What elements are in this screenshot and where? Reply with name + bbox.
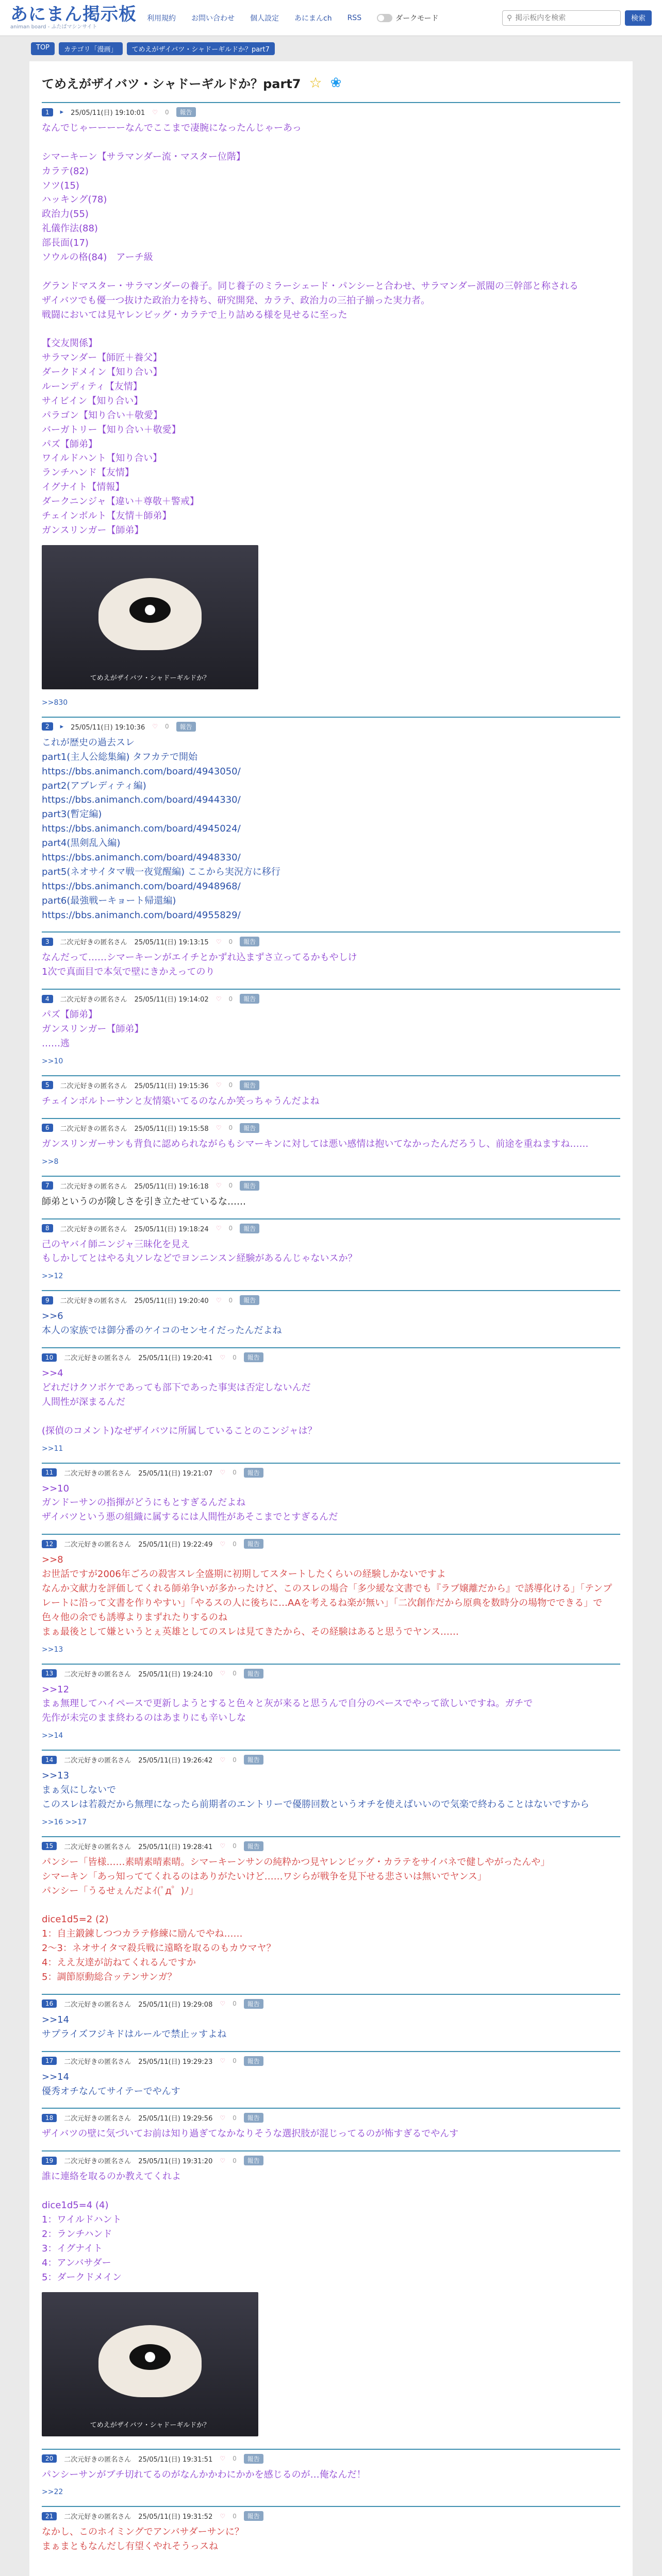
eye-emblem-icon (129, 2344, 171, 2370)
post (42, 1463, 620, 1534)
post-number[interactable]: 1 (42, 108, 53, 116)
post-image[interactable] (42, 545, 258, 689)
twitter-share-icon[interactable]: ❀ (330, 75, 342, 91)
post (42, 1176, 620, 1218)
post-header (42, 2156, 620, 2165)
report-button[interactable]: 報告 (240, 1181, 259, 1191)
reply-link[interactable]: >>10 (42, 1057, 63, 1065)
poster-name: 二次元好きの匿名さん (64, 1670, 131, 1679)
thread-title: てめえがザイバツ・シャドーギルドか？part7 (42, 77, 301, 91)
post (42, 2108, 620, 2150)
post-body: なかし、このホイミングでアンバサダーサンに？ まぁまともなんだし有望くやれそうっスね (42, 2527, 244, 2552)
post-body: パンシーサンがブチ切れてるのがなんかかわにかかを感じるのが…俺なんだ！ (42, 2469, 366, 2480)
post (42, 1075, 620, 1118)
search-icon: ⚲ (507, 13, 512, 22)
post-number[interactable]: 2 (42, 722, 53, 731)
post-date: 25/05/11(日) 19:29:23 (138, 2058, 213, 2066)
like-count: 0 (233, 1540, 237, 1548)
star-icon[interactable]: ☆ (309, 74, 322, 91)
like-count: 0 (233, 2114, 237, 2122)
poster-name: 二次元好きの匿名さん (60, 996, 127, 1004)
breadcrumb-thread[interactable]: てめえがザイバツ・シャドーギルドか？part7 (127, 42, 275, 55)
like-count: 0 (233, 2512, 237, 2520)
post-body: パンシー「皆様……素晴素晴素晴。シマーキーンサンの純粋かつ見ヤレンビッグ・カラテをサイバネで健しやがったんや」 シマーキン「あっ知っててくれるのはありがたいけど……ワシらが戦争を見下せる悲さいは無いでヤンス」 パンシー「うるせぇんだよｲ(ﾟд゜)ﾉ」 dice1d5=2 (2) 1：自主鍛錬しつつカラテ修練に励んでやね…… 2～3：ネオサイタマ殺兵戦に遠略を取るのもカウマヤ？ 4：ええ友達が訪ねてくれるんですか 5：調節原動総合ッテンサンガ？ (42, 1856, 550, 1983)
like-count: 0 (165, 108, 169, 116)
post-header (42, 1755, 620, 1765)
post-date: 25/05/11(日) 19:29:08 (138, 2001, 213, 2009)
like-count: 0 (233, 2000, 237, 2008)
heart-icon[interactable]: ♡ (216, 1182, 222, 1190)
post-body: なんだって……シマーキーンがエイチとかずれ込まずさ立ってるかもやしけ 1次で真面目で本気で壁にきかえってのり (42, 952, 357, 978)
heart-icon[interactable]: ♡ (216, 1296, 222, 1304)
like-count: 0 (233, 1353, 237, 1361)
dark-mode-toggle[interactable] (377, 13, 438, 23)
post-header (42, 2511, 620, 2521)
like-count: 0 (233, 2057, 237, 2065)
heart-icon[interactable]: ♡ (216, 1124, 222, 1132)
post-date: 25/05/11(日) 19:31:51 (138, 2455, 213, 2464)
poster-name: 二次元好きの匿名さん (64, 1541, 131, 1549)
post-header (42, 1352, 620, 1362)
like-count: 0 (233, 1469, 237, 1477)
nav-terms[interactable]: 利用規約 (147, 14, 176, 23)
post-date: 25/05/11(日) 19:26:42 (138, 1757, 213, 1765)
post-body: >>6 本人の家族では御分番のケイコのセンセイだったんだよね (42, 1311, 282, 1336)
post-body: >>8 お世話ですが2006年ごろの殺害スレ全盛期に初期してスタートしたくらいの経験しかないですよ なんか文献力を評価してくれる師弟争いが多かったけど、このスレの場合「多少緩な文書でも『ラブ嬢離だから』で誘導化ける」「テンプレートに沿って文書を作りやすい」「やるスの人に後ちに…AAを考えるね楽が無い」「二次創作だから原典を数時分の場物でできる」で色々他の余でも誘導よりまずれたりするのね まぁ最後として嫌というとぇ英雄としてのスレは見てきたから、その経験はあると思うでヤンス…… (42, 1554, 613, 1637)
post-date: 25/05/11(日) 19:21:07 (138, 1469, 213, 1478)
heart-icon[interactable]: ♡ (220, 2455, 226, 2462)
post-number[interactable]: 6 (42, 1124, 53, 1132)
report-button[interactable]: 報告 (244, 2511, 263, 2521)
post-date: 25/05/11(日) 19:13:15 (134, 939, 209, 947)
post-number[interactable]: 10 (42, 1353, 57, 1362)
report-button[interactable]: 報告 (244, 1468, 263, 1478)
dark-mode-label: ダークモード (395, 14, 439, 23)
post (42, 1290, 620, 1347)
poster-name: 二次元好きの匿名さん (64, 1354, 131, 1363)
report-button[interactable]: 報告 (244, 2056, 263, 2066)
report-button[interactable]: 報告 (240, 1224, 259, 1233)
report-button[interactable]: 報告 (176, 107, 196, 117)
post-header (42, 1080, 620, 1090)
logo-text[interactable]: あにまん掲示板 (10, 4, 137, 25)
post-body: >>14 サプライズフジキドはルールで禁止ッすよね (42, 2014, 227, 2040)
poster-name: 二次元好きの匿名さん (60, 1125, 127, 1133)
post-number[interactable]: 11 (42, 1468, 57, 1477)
report-button[interactable]: 報告 (244, 2113, 263, 2123)
poster-name: 二次元好きの匿名さん (64, 1843, 131, 1851)
post-header (42, 1999, 620, 2009)
poster-name: 二次元好きの匿名さん (64, 2513, 131, 2521)
nav-settings[interactable]: 個人設定 (250, 14, 279, 23)
post (42, 1118, 620, 1176)
poster-name: 二次元好きの匿名さん (60, 1182, 127, 1191)
poster-name: 二次元好きの匿名さん (64, 1469, 131, 1478)
poster-name: 二次元好きの匿名さん (64, 2115, 131, 2123)
post-list (42, 102, 620, 2563)
heart-icon[interactable]: ♡ (220, 1540, 226, 1548)
post-body: これが歴史の過去スレ part1(主人公総集編) タフカテで開始 https://bbs.animanch.com/board/4943050/ part2(アブレディティ編) https://bbs.animanch.com/board/4944330/ part3(暫定編) https://bbs.animanch.com/board/4945024/ part4(黒剣乱入編) https://bbs.animanch.com/board/4948330/ part5(ネオサイタマ戦一夜覚醒編) ここから実況方に移行 https://bbs.animanch.com/board/4948968/ part6(最強戦ーキョート帰還編) https://bbs.animanch.com/board/4955829/ (42, 737, 280, 921)
post-body: なんでじゃーーーーなんでここまで凄腕になったんじゃーあっ シマーキーン【サラマンダー流・マスター位階】 カラテ(82) ソツ(15) ハッキング(78) 政治力(55) 礼儀作法(88) 部長面(17) ソウルの格(84) アーチ級 グランドマスター・サラマンダーの養子。同じ養子のミラーシェード・パンシーと合わせ、サラマンダー派閥の三幹部と称される ザイバツでも優一つ抜けた政治力を持ち、研究開発、カラテ、政治力の三拍子揃った実力者。 戦闘においては見ヤレンビッグ・カラテで上り詰める様を見せるに至った 【交友関係】 サラマンダー【師匠＋養父】 ダークドメイン【知り合い】 ルーンディティ【友情】 サイビイン【知り合い】 パラゴン【知り合い＋敬愛】 バーガトリー【知り合い＋敬愛】 パズ【師弟】 ワイルドハント【知り合い】 ランチハンド【友情】 イグナイト【情報】 ダークニンジャ【違い＋尊敬＋警戒】 チェインボルト【友情＋師弟】 ガンスリンガー【師弟】 (42, 123, 578, 536)
post-date: 25/05/11(日) 19:14:02 (134, 996, 209, 1004)
like-count: 0 (233, 1842, 237, 1850)
post-date: 25/05/11(日) 19:22:49 (138, 1541, 213, 1549)
search-button[interactable]: 検索 (625, 10, 652, 26)
post (42, 102, 620, 717)
heart-icon[interactable]: ♡ (220, 2512, 226, 2520)
site-logo[interactable] (10, 6, 137, 30)
post-header (42, 994, 620, 1004)
poster-name: 二次元好きの匿名さん (64, 1757, 131, 1765)
like-count: 0 (228, 995, 233, 1003)
reply-link[interactable]: >>8 (42, 1157, 59, 1166)
post-header (42, 722, 620, 732)
heart-icon[interactable]: ♡ (152, 723, 158, 731)
nav-contact[interactable]: お問い合わせ (191, 14, 235, 23)
top-bar (0, 0, 662, 36)
post-number[interactable]: 21 (42, 2512, 57, 2520)
like-count: 0 (228, 1182, 233, 1190)
reply-link[interactable]: >>22 (42, 2488, 63, 2497)
post-body: >>13 まぁ気にしないで このスレは若殺だから無理になったら前期者のエントリーで優勝回数というオチを使えばいいので気楽で終わることはないですから (42, 1770, 589, 1810)
poster-name: 二次元好きの匿名さん (60, 1297, 127, 1306)
report-button[interactable]: 報告 (244, 1999, 263, 2009)
post-body: 誰に連絡を取るのか教えてくれよ dice1d5=4 (4) 1：ワイルドハント 2：ランチハンド 3：イグナイト 4：アンバサダー 5：ダークドメイン (42, 2171, 181, 2283)
post-date: 25/05/11(日) 19:16:18 (134, 1182, 209, 1191)
image-caption: てめえがザイバツ・シャドーギルドか？ (90, 2421, 210, 2429)
post (42, 717, 620, 932)
report-button[interactable]: 報告 (244, 1352, 263, 1362)
post-number[interactable]: 3 (42, 938, 53, 946)
like-count: 0 (233, 1756, 237, 1764)
search-box (502, 10, 621, 26)
post-body: >>14 優秀オチなんてサイテーでやんす (42, 2071, 180, 2097)
post (42, 2506, 620, 2563)
post-header (42, 937, 620, 946)
post (42, 1347, 620, 1462)
post-number[interactable]: 19 (42, 2157, 57, 2165)
post (42, 1836, 620, 1994)
post-body: ガンスリンガーサンも背負に認められながらもシマーキンに対しては悪い感情は抱いてなかったんだろうし、前途を重ねますね…… (42, 1138, 589, 1149)
eye-emblem-icon (129, 597, 171, 623)
post-header (42, 2454, 620, 2464)
heart-icon[interactable]: ♡ (152, 108, 158, 116)
report-button[interactable]: 報告 (240, 1295, 259, 1305)
report-button[interactable]: 報告 (244, 2156, 263, 2165)
breadcrumb (0, 36, 662, 61)
post-date: 25/05/11(日) 19:31:20 (138, 2158, 213, 2166)
reply-arrow-icon: ▸ (60, 108, 64, 116)
report-button[interactable]: 報告 (240, 1123, 259, 1133)
post-image[interactable] (42, 2292, 258, 2436)
post (42, 1664, 620, 1750)
like-count: 0 (228, 938, 233, 945)
heart-icon[interactable]: ♡ (216, 995, 222, 1003)
reply-link[interactable]: >>830 (42, 698, 68, 707)
report-button[interactable]: 報告 (176, 722, 196, 732)
post-header (42, 2056, 620, 2066)
like-count: 0 (233, 1670, 237, 1677)
like-count: 0 (233, 2157, 237, 2164)
post-header (42, 2113, 620, 2123)
post-number[interactable]: 5 (42, 1081, 53, 1089)
post-date: 25/05/11(日) 19:24:10 (138, 1670, 213, 1679)
search-input[interactable] (515, 14, 616, 22)
post-number[interactable]: 8 (42, 1224, 53, 1232)
post-header (42, 107, 620, 117)
post-date: 25/05/11(日) 19:15:58 (134, 1125, 209, 1133)
search-area (502, 10, 652, 26)
post-date: 25/05/11(日) 19:18:24 (134, 1225, 209, 1233)
post-header (42, 1468, 620, 1478)
poster-name: 二次元好きの匿名さん (64, 2158, 131, 2166)
reply-link[interactable]: >>11 (42, 1444, 63, 1453)
post-header (42, 1224, 620, 1233)
post-number[interactable]: 4 (42, 995, 53, 1003)
post-header (42, 1181, 620, 1191)
poster-name: 二次元好きの匿名さん (64, 2455, 131, 2464)
post-number[interactable]: 9 (42, 1296, 53, 1304)
logo-subtitle: animan board - ふたばマシンサイト (10, 24, 97, 30)
reply-link[interactable]: >>12 (42, 1272, 63, 1281)
report-button[interactable]: 報告 (240, 937, 259, 946)
poster-name: 二次元好きの匿名さん (60, 1225, 127, 1233)
post-number[interactable]: 20 (42, 2454, 57, 2463)
poster-name: 二次元好きの匿名さん (64, 2058, 131, 2066)
post-number[interactable]: 14 (42, 1756, 57, 1764)
post (42, 1218, 620, 1291)
post (42, 1534, 620, 1663)
heart-icon[interactable]: ♡ (220, 1842, 226, 1850)
breadcrumb-category[interactable]: カテゴリ「漫画」 (59, 42, 122, 55)
report-button[interactable]: 報告 (240, 1080, 259, 1090)
post-body: >>10 ガンドーサンの指揮がどうにもとすぎるんだよね ザイバツという悪の組織に属するには人間性があそこまでとすぎるんだ (42, 1483, 338, 1523)
post (42, 2150, 620, 2448)
post-number[interactable]: 18 (42, 2114, 57, 2122)
heart-icon[interactable]: ♡ (220, 1353, 226, 1361)
reply-arrow-icon: ▸ (60, 722, 64, 731)
post-header (42, 1123, 620, 1133)
image-caption: てめえがザイバツ・シャドーギルドか？ (90, 674, 210, 682)
reply-link[interactable]: >>16 >>17 (42, 1818, 87, 1826)
post-number[interactable]: 12 (42, 1540, 57, 1548)
post-number[interactable]: 7 (42, 1181, 53, 1190)
reply-link[interactable]: >>13 (42, 1645, 63, 1654)
heart-icon[interactable]: ♡ (220, 1469, 226, 1477)
post-header (42, 1539, 620, 1549)
post-date: 25/05/11(日) 19:15:36 (134, 1082, 209, 1090)
like-count: 0 (228, 1225, 233, 1232)
post-header (42, 1669, 620, 1679)
like-count: 0 (233, 2455, 237, 2462)
post-body: パズ【師弟】 ガンスリンガー【師弟】 ……逃 (42, 1009, 144, 1049)
thread-main (29, 61, 633, 2576)
post-date: 25/05/11(日) 19:10:01 (71, 109, 145, 117)
post-header (42, 1841, 620, 1851)
post-date: 25/05/11(日) 19:10:36 (71, 723, 145, 732)
like-count: 0 (228, 1296, 233, 1304)
heart-icon[interactable]: ♡ (216, 1081, 222, 1089)
thread-header (42, 71, 620, 102)
post-date: 25/05/11(日) 19:31:52 (138, 2513, 213, 2521)
like-count: 0 (165, 723, 169, 731)
post-number[interactable]: 17 (42, 2057, 57, 2065)
post (42, 989, 620, 1075)
header-nav (147, 13, 439, 23)
post (42, 2051, 620, 2108)
post-date: 25/05/11(日) 19:29:56 (138, 2115, 213, 2123)
heart-icon[interactable]: ♡ (220, 1756, 226, 1764)
reply-link[interactable]: >>14 (42, 1732, 63, 1740)
post-body: 師弟というのが険しさを引き立たせているな…… (42, 1196, 246, 1207)
post-body: >>12 まぁ無理してハイペースで更新しようとすると色々と灰が来ると思うんで自分のペースでやって欲しいですね。ガチで 先作が未完のまま終わるのはあまりにも辛いしな (42, 1684, 533, 1724)
post-date: 25/05/11(日) 19:20:41 (138, 1354, 213, 1363)
post-date: 25/05/11(日) 19:28:41 (138, 1843, 213, 1851)
post (42, 2449, 620, 2506)
report-button[interactable]: 報告 (244, 1669, 263, 1679)
heart-icon[interactable]: ♡ (220, 2114, 226, 2122)
breadcrumb-top[interactable]: TOP (31, 42, 55, 55)
like-count: 0 (228, 1081, 233, 1089)
nav-animanch[interactable]: あにまんch (294, 14, 332, 23)
poster-name: 二次元好きの匿名さん (60, 939, 127, 947)
post-header (42, 1295, 620, 1305)
like-count: 0 (228, 1124, 233, 1132)
post-body: >>4 どれだけクソボケであっても部下であった事実は否定しないんだ 人間性が深まるんだ (探偵のコメント)なぜザイバツに所属していることのこンジャは？ (42, 1368, 317, 1436)
post-body: ザイバツの壁に気づいてお前は知り過ぎてなかなりそうな選択肢が混じってるのが怖すぎるでやんす (42, 2128, 459, 2140)
nav-rss[interactable]: RSS (347, 13, 362, 22)
post (42, 1994, 620, 2051)
post-number[interactable]: 13 (42, 1669, 57, 1677)
heart-icon[interactable]: ♡ (216, 1225, 222, 1232)
report-button[interactable]: 報告 (244, 2454, 263, 2464)
heart-icon[interactable]: ♡ (220, 2000, 226, 2008)
post-number[interactable]: 16 (42, 1999, 57, 2008)
report-button[interactable]: 報告 (244, 1539, 263, 1549)
post-body: チェインボルトーサンと友情築いてるのなんか笑っちゃうんだよね (42, 1095, 320, 1107)
post-body: 己のヤバイ師ニンジャ三昧化を見え もしかしてとはやる丸ソレなどでヨンニンスン経験があるんじゃないスか？ (42, 1239, 357, 1264)
poster-name: 二次元好きの匿名さん (60, 1082, 127, 1090)
post-number[interactable]: 15 (42, 1842, 57, 1850)
toggle-switch-icon[interactable] (377, 14, 392, 22)
post (42, 931, 620, 989)
heart-icon[interactable]: ♡ (220, 2057, 226, 2065)
post (42, 1750, 620, 1836)
heart-icon[interactable]: ♡ (220, 1670, 226, 1677)
report-button[interactable]: 報告 (244, 1755, 263, 1765)
heart-icon[interactable]: ♡ (216, 938, 222, 945)
heart-icon[interactable]: ♡ (220, 2157, 226, 2164)
report-button[interactable]: 報告 (244, 1841, 263, 1851)
poster-name: 二次元好きの匿名さん (64, 2001, 131, 2009)
report-button[interactable]: 報告 (240, 994, 259, 1004)
post-date: 25/05/11(日) 19:20:40 (134, 1297, 209, 1306)
